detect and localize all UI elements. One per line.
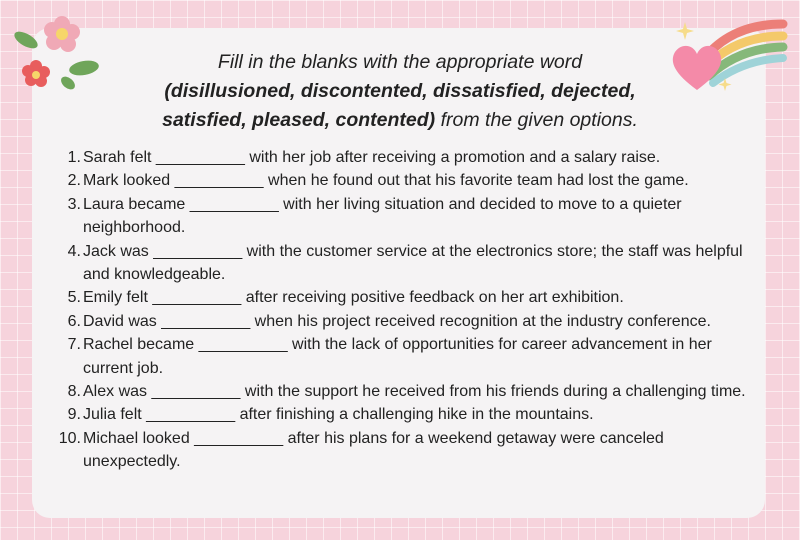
question-number: 5. [67,289,81,307]
question-text: David was __________ when his project received recognition at the industry conference. [83,312,711,330]
question-list [54,146,754,474]
question-number: 3. [67,195,81,213]
question-text: Alex was __________ with the support he received from his friends during a challenging time. [83,383,746,401]
question-text: Jack was __________ with the customer service at the electronics store; the staff was helpful and knowledgeable. [83,242,743,284]
question-number: 7. [67,336,81,354]
question-number: 4. [67,242,81,260]
question-text: Emily felt __________ after receiving positive feedback on her art exhibition. [83,289,624,307]
question-item [54,240,754,287]
question-text: Mark looked __________ when he found out that his favorite team had lost the game. [83,172,689,190]
question-number: 6. [67,312,81,330]
question-item [54,146,754,169]
pink-flower-icon [44,16,80,52]
question-item [54,380,754,403]
question-number: 1. [67,149,81,166]
instruction-line: Fill in the blanks with the appropriate word [217,51,583,73]
question-item [54,403,754,426]
question-item [54,193,754,240]
question-number: 10. [58,429,81,447]
instruction-suffix: from the given options. [435,109,638,131]
word-options: (disillusioned, discontented, dissatisfied, dejected, [164,80,636,102]
word-options-continued: satisfied, pleased, contented) [162,109,436,131]
question-text: Julia felt __________ after finishing a challenging hike in the mountains. [83,406,594,424]
red-flower-icon [22,60,50,87]
question-text: Rachel became __________ with the lack of opportunities for career advancement in her current job. [83,336,712,377]
sparkle-icon [676,22,694,40]
instructions [100,48,700,135]
question-text: Michael looked __________ after his plans for a weekend getaway were canceled unexpectedly. [83,429,664,471]
flowers-icon [6,10,106,95]
question-text: Laura became __________ with her living situation and decided to move to a quieter neighborhood. [83,195,682,237]
question-number: 9. [67,406,81,424]
question-item [54,310,754,333]
question-item [54,333,754,380]
question-item [54,427,754,474]
question-text: Sarah felt __________ with her job after receiving a promotion and a salary raise. [83,149,661,166]
question-number: 2. [67,172,81,190]
question-item [54,286,754,309]
question-item [54,169,754,192]
question-number: 8. [67,383,81,401]
